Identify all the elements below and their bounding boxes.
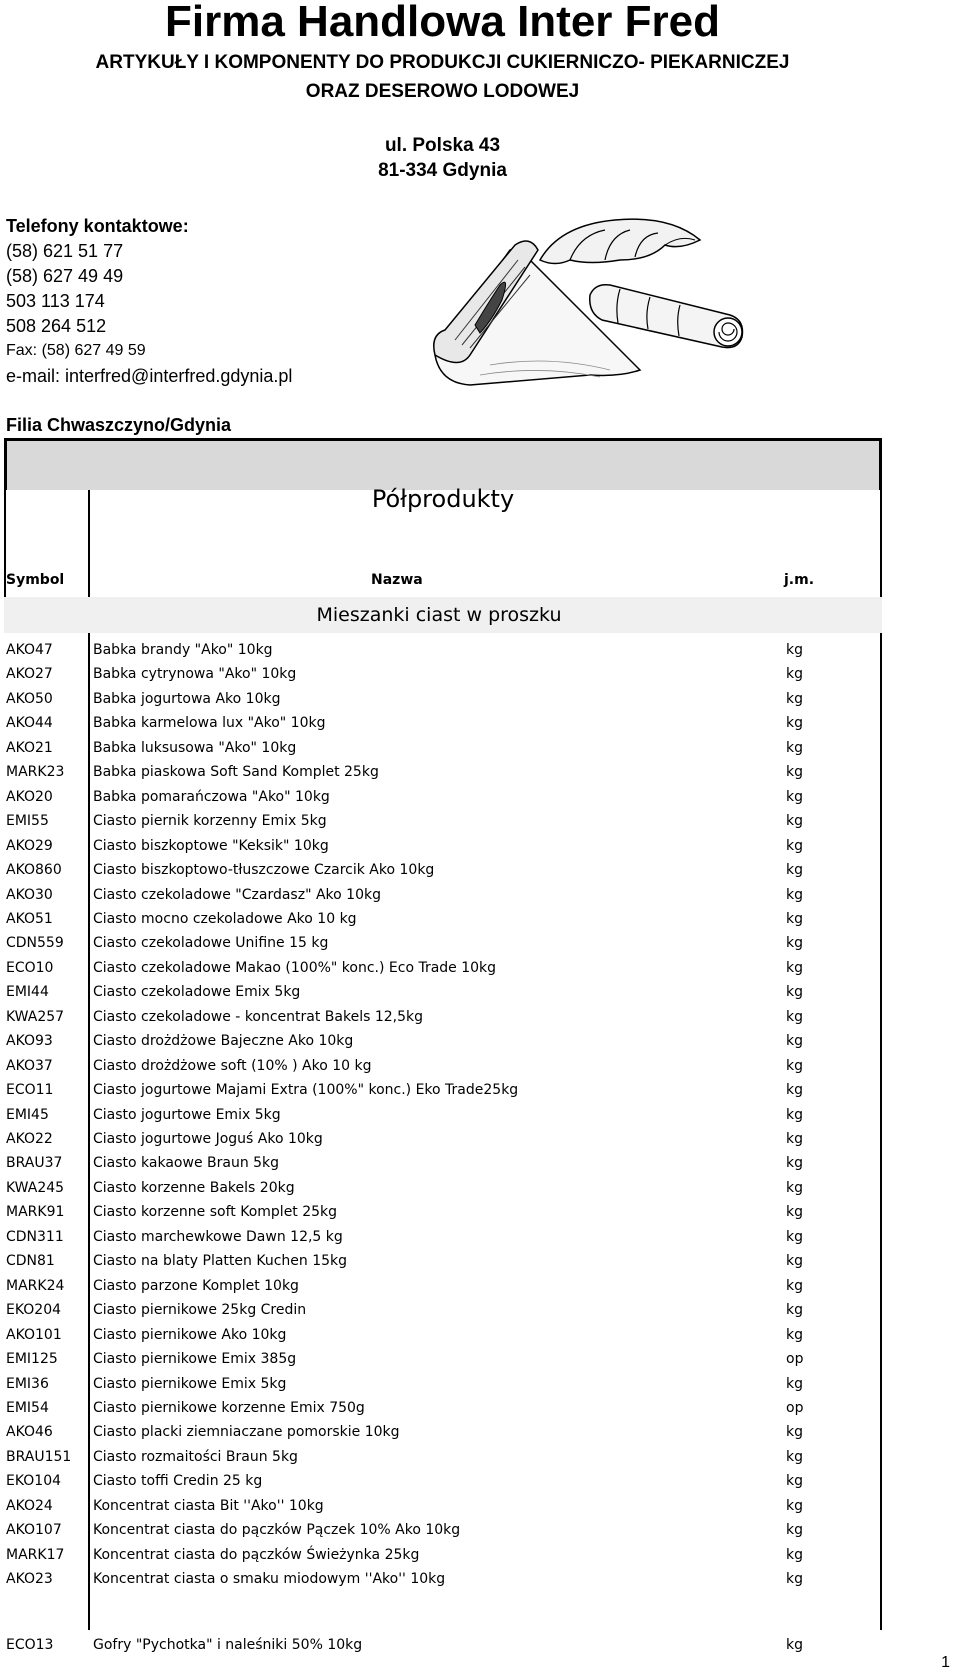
row-unit: kg	[786, 935, 803, 952]
row-unit: kg	[786, 1082, 803, 1099]
table-row	[0, 834, 960, 858]
row-symbol: AKO101	[6, 1326, 62, 1343]
row-symbol: EMI44	[6, 984, 49, 1001]
table-row	[0, 1029, 960, 1053]
row-name: Ciasto kakaowe Braun 5kg	[93, 1155, 280, 1172]
row-name: Babka cytrynowa "Ako" 10kg	[93, 666, 297, 683]
phone-4: 508 264 512	[6, 316, 107, 336]
row-symbol: EMI125	[6, 1351, 58, 1368]
section-title: Półprodukty	[371, 485, 515, 513]
table-row	[0, 687, 960, 711]
table-row	[0, 785, 960, 809]
row-name: Ciasto placki ziemniaczane pomorskie 10kg	[93, 1424, 400, 1441]
column-header-symbol: Symbol	[6, 572, 65, 588]
row-unit: op	[786, 1399, 804, 1416]
row-unit: kg	[786, 690, 803, 707]
row-name: Ciasto na blaty Platten Kuchen 15kg	[93, 1253, 348, 1270]
row-symbol: MARK23	[6, 764, 65, 781]
row-name: Ciasto czekoladowe Emix 5kg	[93, 984, 301, 1001]
row-symbol: MARK91	[6, 1204, 65, 1221]
row-unit: kg	[786, 764, 803, 781]
table-row	[0, 1249, 960, 1273]
company-subtitle-line1: ARTYKUŁY I KOMPONENTY DO PRODUKCJI CUKIERNICZO- PIEKARNICZEJ	[95, 52, 790, 73]
table-row	[0, 1005, 960, 1029]
row-unit: kg	[786, 1302, 803, 1319]
row-name: Ciasto piernikowe korzenne Emix 750g	[93, 1399, 365, 1416]
row-name: Ciasto piernikowe Emix 5kg	[93, 1375, 287, 1392]
row-unit: op	[786, 1351, 804, 1368]
row-name: Ciasto jogurtowe Majami Extra (100%" konc.) Eko Trade25kg	[93, 1082, 519, 1099]
table-row	[0, 1543, 960, 1567]
row-unit: kg	[786, 1571, 803, 1588]
row-unit: kg	[786, 788, 803, 805]
row-unit: kg	[786, 1637, 803, 1653]
row-unit: kg	[786, 715, 803, 732]
row-unit: kg	[786, 1155, 803, 1172]
row-symbol: AKO20	[6, 788, 53, 805]
company-title: Firma Handlowa Inter Fred	[165, 0, 720, 46]
row-symbol: CDN81	[6, 1253, 55, 1270]
table-row	[0, 736, 960, 760]
row-name: Koncentrat ciasta do pączków Pączek 10% Ako 10kg	[93, 1522, 461, 1539]
row-symbol: CDN559	[6, 935, 64, 952]
row-symbol: ECO11	[6, 1082, 54, 1099]
table-row	[0, 1054, 960, 1078]
row-symbol: AKO107	[6, 1522, 62, 1539]
table-row	[0, 858, 960, 882]
table-row	[0, 883, 960, 907]
table-row	[0, 662, 960, 686]
section-band	[4, 438, 882, 490]
phone-2: (58) 627 49 49	[6, 266, 124, 286]
row-unit: kg	[786, 1546, 803, 1563]
table-row	[0, 1176, 960, 1200]
table-row	[0, 931, 960, 955]
row-symbol: MARK17	[6, 1546, 65, 1563]
table-row	[0, 1567, 960, 1591]
row-unit: kg	[786, 862, 803, 879]
table-row	[0, 1347, 960, 1371]
table-row	[0, 1200, 960, 1224]
table-row	[0, 1469, 960, 1493]
phone-3: 503 113 174	[6, 291, 105, 311]
row-symbol: BRAU37	[6, 1155, 63, 1172]
row-name: Gofry "Pychotka" i naleśniki 50% 10kg	[93, 1637, 363, 1653]
table-row	[0, 980, 960, 1004]
row-name: Babka brandy "Ako" 10kg	[93, 642, 273, 658]
row-symbol: EMI45	[6, 1106, 49, 1123]
table-row	[0, 1274, 960, 1298]
row-name: Ciasto piernik korzenny Emix 5kg	[93, 813, 327, 830]
row-symbol: EKO204	[6, 1302, 62, 1319]
row-name: Ciasto drożdżowe soft (10% ) Ako 10 kg	[93, 1057, 372, 1074]
row-unit: kg	[786, 1057, 803, 1074]
row-unit: kg	[786, 984, 803, 1001]
row-name: Ciasto czekoladowe Unifine 15 kg	[93, 935, 329, 952]
row-unit: kg	[786, 1424, 803, 1441]
row-symbol: CDN311	[6, 1228, 64, 1245]
row-name: Babka jogurtowa Ako 10kg	[93, 690, 281, 707]
row-unit: kg	[786, 642, 803, 658]
column-header-name: Nazwa	[371, 572, 423, 588]
row-symbol: AKO51	[6, 910, 53, 927]
row-name: Ciasto piernikowe Ako 10kg	[93, 1326, 287, 1343]
row-name: Ciasto korzenne soft Komplet 25kg	[93, 1204, 338, 1221]
table-row	[0, 1420, 960, 1444]
row-symbol: EMI54	[6, 1399, 49, 1416]
row-symbol: EMI36	[6, 1375, 49, 1392]
table-row	[0, 1151, 960, 1175]
row-symbol: ECO13	[6, 1637, 54, 1653]
row-name: Ciasto drożdżowe Bajeczne Ako 10kg	[93, 1033, 354, 1050]
row-unit: kg	[786, 666, 803, 683]
table-row	[0, 809, 960, 833]
row-unit: kg	[786, 1326, 803, 1343]
row-symbol: AKO44	[6, 715, 53, 732]
phone-1: (58) 621 51 77	[6, 241, 124, 261]
row-name: Koncentrat ciasta o smaku miodowym ''Ako'' 10kg	[93, 1571, 446, 1588]
table-row	[0, 1127, 960, 1151]
row-name: Ciasto biszkoptowo-tłuszczowe Czarcik Ako 10kg	[93, 862, 435, 879]
row-name: Ciasto piernikowe Emix 385g	[93, 1351, 297, 1368]
table-row	[0, 1372, 960, 1396]
address-city: 81-334 Gdynia	[378, 160, 507, 181]
row-name: Koncentrat ciasta Bit ''Ako'' 10kg	[93, 1497, 324, 1514]
row-name: Ciasto czekoladowe - koncentrat Bakels 12,5kg	[93, 1008, 424, 1025]
table-row	[0, 956, 960, 980]
row-unit: kg	[786, 1253, 803, 1270]
category-title: Mieszanki ciast w proszku	[316, 604, 562, 626]
row-symbol: AKO30	[6, 886, 53, 903]
row-name: Ciasto czekoladowe "Czardasz" Ako 10kg	[93, 886, 381, 903]
row-name: Ciasto toffi Credin 25 kg	[93, 1473, 263, 1490]
row-symbol: BRAU151	[6, 1448, 72, 1465]
table-row	[0, 1633, 960, 1657]
table-row	[0, 760, 960, 784]
table-row	[0, 1323, 960, 1347]
row-unit: kg	[786, 910, 803, 927]
row-name: Ciasto jogurtowe Emix 5kg	[93, 1106, 281, 1123]
row-unit: kg	[786, 837, 803, 854]
address-street: ul. Polska 43	[384, 135, 501, 156]
column-header-unit: j.m.	[784, 572, 815, 588]
row-unit: kg	[786, 1179, 803, 1196]
row-unit: kg	[786, 1008, 803, 1025]
row-unit: kg	[786, 1106, 803, 1123]
row-symbol: AKO22	[6, 1131, 53, 1147]
phones-label: Telefony kontaktowe:	[6, 216, 189, 236]
row-name: Ciasto jogurtowe Joguś Ako 10kg	[93, 1131, 323, 1147]
table-row	[0, 1225, 960, 1249]
row-unit: kg	[786, 1497, 803, 1514]
row-name: Babka pomarańczowa "Ako" 10kg	[93, 788, 330, 805]
company-subtitle-line2: ORAZ DESEROWO LODOWEJ	[305, 81, 580, 102]
fax-number: Fax: (58) 627 49 59	[6, 342, 146, 359]
row-symbol: MARK24	[6, 1277, 65, 1294]
row-name: Koncentrat ciasta do pączków Świeżynka 25kg	[93, 1546, 420, 1563]
row-unit: kg	[786, 1375, 803, 1392]
table-row	[0, 711, 960, 735]
row-name: Ciasto marchewkowe Dawn 12,5 kg	[93, 1228, 343, 1245]
table-row	[0, 907, 960, 931]
row-unit: kg	[786, 886, 803, 903]
row-name: Babka luksusowa "Ako" 10kg	[93, 739, 297, 756]
row-symbol: AKO93	[6, 1033, 53, 1050]
row-symbol: AKO37	[6, 1057, 53, 1074]
row-symbol: KWA245	[6, 1179, 65, 1196]
row-unit: kg	[786, 959, 803, 976]
row-unit: kg	[786, 1204, 803, 1221]
row-name: Ciasto rozmaitości Braun 5kg	[93, 1448, 298, 1465]
table-row	[0, 1494, 960, 1518]
row-unit: kg	[786, 1131, 803, 1147]
email-address: e-mail: interfred@interfred.gdynia.pl	[6, 366, 293, 386]
row-name: Ciasto mocno czekoladowe Ako 10 kg	[93, 910, 357, 927]
branch-label: Filia Chwaszczyno/Gdynia	[6, 415, 232, 435]
row-symbol: EMI55	[6, 813, 49, 830]
row-symbol: AKO860	[6, 862, 62, 879]
row-unit: kg	[786, 813, 803, 830]
row-name: Ciasto parzone Komplet 10kg	[93, 1277, 299, 1294]
table-row	[0, 1445, 960, 1469]
row-name: Ciasto piernikowe 25kg Credin	[93, 1302, 307, 1319]
row-symbol: AKO21	[6, 739, 53, 756]
row-unit: kg	[786, 1033, 803, 1050]
row-name: Ciasto czekoladowe Makao (100%" konc.) Eco Trade 10kg	[93, 959, 497, 976]
row-symbol: EKO104	[6, 1473, 62, 1490]
table-row	[0, 638, 960, 662]
page-number: 1	[941, 1654, 950, 1671]
row-name: Ciasto biszkoptowe "Keksik" 10kg	[93, 837, 329, 854]
row-symbol: AKO46	[6, 1424, 53, 1441]
row-symbol: AKO27	[6, 666, 53, 683]
table-row	[0, 1103, 960, 1127]
table-row	[0, 1396, 960, 1420]
row-unit: kg	[786, 1473, 803, 1490]
row-unit: kg	[786, 1277, 803, 1294]
row-name: Babka piaskowa Soft Sand Komplet 25kg	[93, 764, 379, 781]
row-unit: kg	[786, 1228, 803, 1245]
table-row	[0, 1518, 960, 1542]
row-name: Babka karmelowa lux "Ako" 10kg	[93, 715, 326, 732]
row-symbol: AKO29	[6, 837, 53, 854]
row-symbol: AKO50	[6, 690, 53, 707]
row-unit: kg	[786, 739, 803, 756]
row-symbol: AKO24	[6, 1497, 53, 1514]
table-row	[0, 1298, 960, 1322]
row-symbol: AKO23	[6, 1571, 53, 1588]
row-name: Ciasto korzenne Bakels 20kg	[93, 1179, 295, 1196]
row-unit: kg	[786, 1522, 803, 1539]
table-row	[0, 1078, 960, 1102]
row-symbol: ECO10	[6, 959, 54, 976]
row-unit: kg	[786, 1448, 803, 1465]
row-symbol: KWA257	[6, 1008, 65, 1025]
row-symbol: AKO47	[6, 642, 53, 658]
pastry-illustration	[430, 205, 760, 395]
